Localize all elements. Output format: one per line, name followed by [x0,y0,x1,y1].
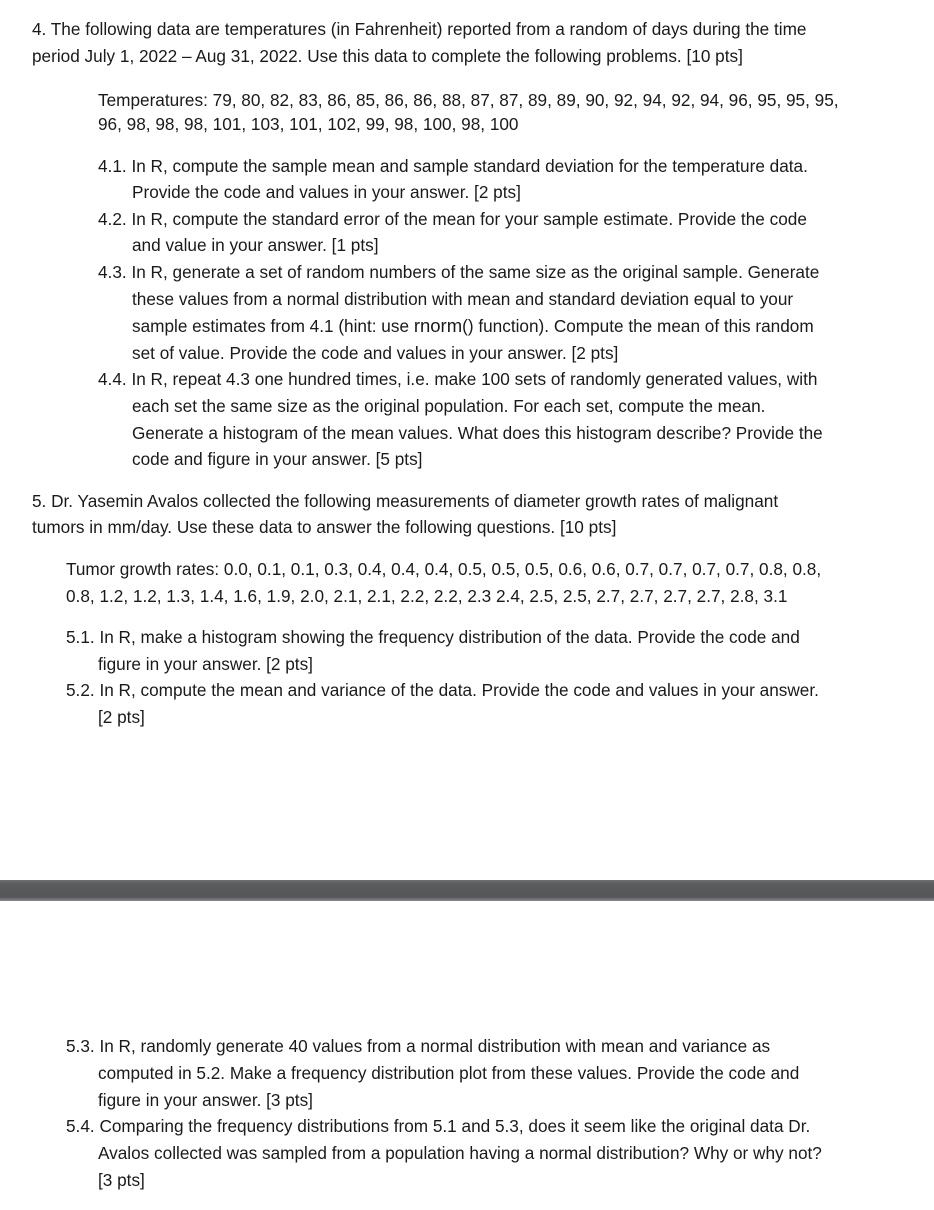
q5-1-line-2: figure in your answer. [2 pts] [98,654,313,674]
q5-4-line-1: 5.4. Comparing the frequency distributions from 5.1 and 5.3, does it seem like the original data Dr. [66,1116,811,1136]
q5-2-line-1: 5.2. In R, compute the mean and variance of the data. Provide the code and values in your answer. [66,680,819,700]
q5-4-line-3: [3 pts] [98,1170,145,1190]
q5-intro-line-2: tumors in mm/day. Use these data to answer the following questions. [10 pts] [32,517,617,537]
q5-tumor-data-line-2: 0.8, 1.2, 1.2, 1.3, 1.4, 1.6, 1.9, 2.0, 2.1, 2.1, 2.2, 2.2, 2.3 2.4, 2.5, 2.5, 2.7, 2.7, 2.7, 2.7, 2.8, 3.1 [66,586,788,606]
document-page-2 [0,901,934,1210]
q4-1-line-1: 4.1. In R, compute the sample mean and sample standard deviation for the temperature data. [98,156,808,176]
q4-3-line-3-pre: sample estimates from 4.1 (hint: use [132,316,414,336]
page-separator [0,880,934,901]
q5-3-line-2: computed in 5.2. Make a frequency distribution plot from these values. Provide the code and [98,1063,800,1083]
q4-1-line-2: Provide the code and values in your answer. [2 pts] [132,182,521,202]
q4-2-line-2: and value in your answer. [1 pts] [132,235,379,255]
rnorm-code: rnorm [413,315,463,336]
q4-4-line-3: Generate a histogram of the mean values. What does this histogram describe? Provide the [132,423,823,443]
q4-temperature-data-line-1: Temperatures: 79, 80, 82, 83, 86, 85, 86, 86, 88, 87, 87, 89, 89, 90, 92, 94, 92, 94, 96, 95, 95, 95, [98,90,839,110]
q5-4-line-2: Avalos collected was sampled from a population having a normal distribution? Why or why not? [98,1143,822,1163]
q4-3-line-3-post: () function). Compute the mean of this random [462,316,814,336]
q5-intro-line-1: 5. Dr. Yasemin Avalos collected the following measurements of diameter growth rates of malignant [32,491,779,511]
q5-3-line-1: 5.3. In R, randomly generate 40 values from a normal distribution with mean and variance as [66,1036,771,1056]
q4-intro-line-1: 4. The following data are temperatures (in Fahrenheit) reported from a random of days during the time [32,19,807,39]
q5-2-line-2: [2 pts] [98,707,145,727]
q4-4-line-2: each set the same size as the original population. For each set, compute the mean. [132,396,766,416]
q4-2-line-1: 4.2. In R, compute the standard error of the mean for your sample estimate. Provide the code [98,209,807,229]
q4-3-line-2: these values from a normal distribution with mean and standard deviation equal to your [132,289,794,309]
q5-1-line-1: 5.1. In R, make a histogram showing the frequency distribution of the data. Provide the code and [66,627,800,647]
q4-4-line-4: code and figure in your answer. [5 pts] [132,449,423,469]
q4-3-line-3 [132,315,814,337]
q5-3-line-3: figure in your answer. [3 pts] [98,1090,313,1110]
q4-intro-line-2: period July 1, 2022 – Aug 31, 2022. Use this data to complete the following problems. [10 pts] [32,46,743,66]
q5-tumor-data-line-1: Tumor growth rates: 0.0, 0.1, 0.1, 0.3, 0.4, 0.4, 0.4, 0.5, 0.5, 0.5, 0.6, 0.6, 0.7, 0.7, 0.7, 0.7, 0.8, 0.8, [66,559,822,579]
q4-temperature-data-line-2: 96, 98, 98, 98, 101, 103, 101, 102, 99, 98, 100, 98, 100 [98,114,519,134]
q4-3-line-4: set of value. Provide the code and values in your answer. [2 pts] [132,343,619,363]
q4-3-line-1: 4.3. In R, generate a set of random numbers of the same size as the original sample. Generate [98,262,820,282]
q4-4-line-1: 4.4. In R, repeat 4.3 one hundred times, i.e. make 100 sets of randomly generated values, with [98,369,818,389]
